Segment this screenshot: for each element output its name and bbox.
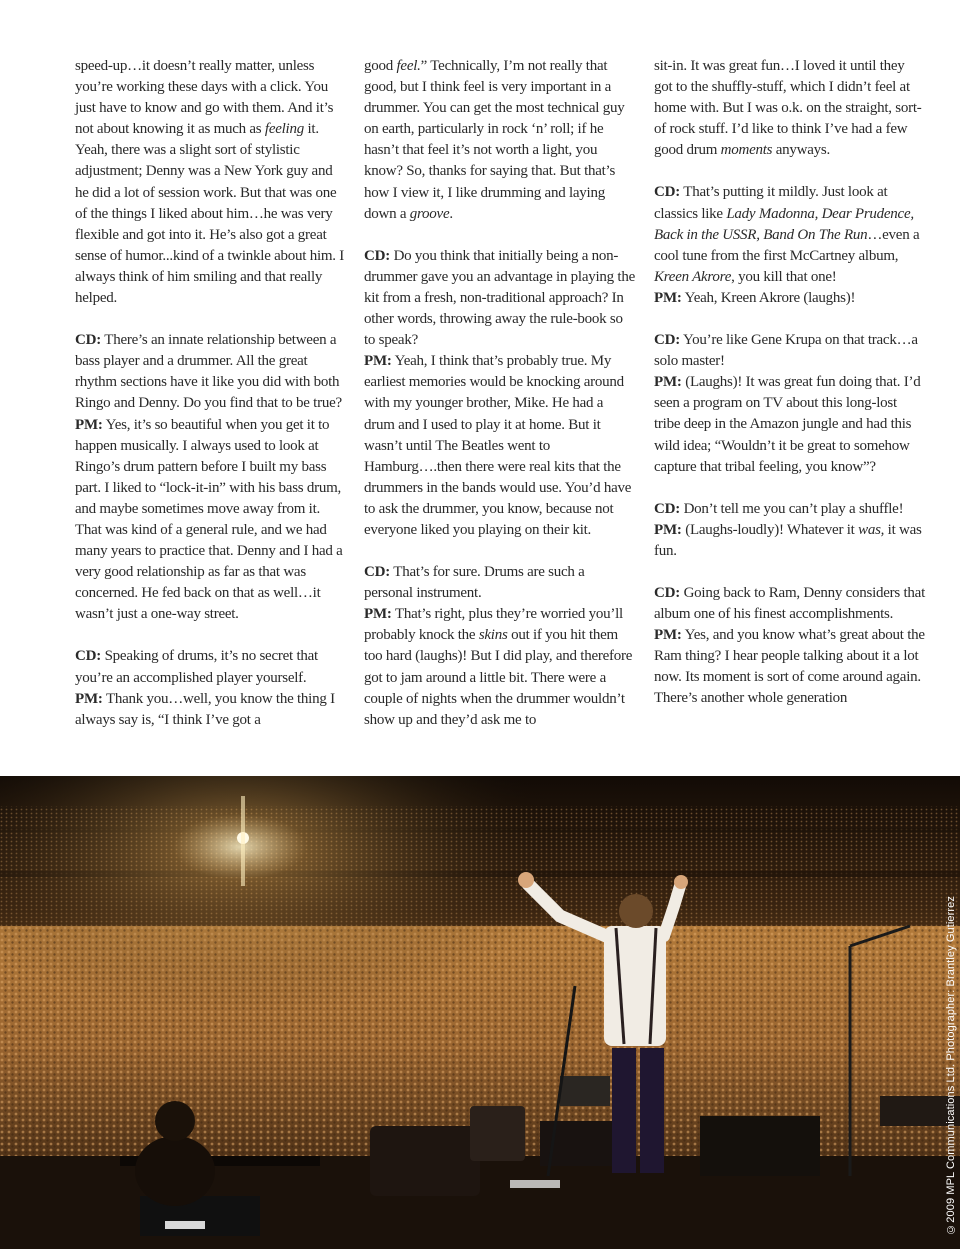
paragraph: CD: Don’t tell me you can’t play a shuffle! — [654, 500, 904, 517]
text-column-1 — [75, 56, 345, 752]
speaker-label: CD: — [75, 332, 102, 349]
speaker-label: PM: — [75, 416, 103, 433]
paragraph: CD: That’s putting it mildly. Just look at classics like Lady Madonna, Dear Prudence, Back in the USSR, Band On The Run…even a cool tune from the first McCartney album, Kreen Akrore, you kill that one! — [654, 184, 920, 285]
paragraph: good feel.” Technically, I’m not really that good, but I think feel is very important in a drummer. You can get the most technical guy on earth, particularly in rock ‘n’ roll; if he hasn’t that feel it’s not worth a light, you know? So, thanks for saying that. But that’s how I view it, I like drumming and laying down a groove. — [364, 58, 625, 222]
speaker-label: PM: — [654, 289, 682, 306]
speaker-label: CD: — [654, 184, 681, 201]
speaker-label: CD: — [654, 332, 681, 349]
paragraph: speed-up…it doesn’t really matter, unless you’re working these days with a click. You just have to know and go with them. And it’s not about knowing it as much as feeling it. Yeah, there was a slight sort of stylistic adjustment; Denny was a New York guy and he did a lot of session work. But that was one of the things I liked about him…he was very flexible and got into it. He’s also got a great sense of humor...kind of a twinkle about him. I always think of him smiling and that really helped. — [75, 58, 345, 307]
paragraph: CD: Going back to Ram, Denny considers that album one of his finest accomplishments. — [654, 584, 926, 623]
speaker-label: PM: — [364, 606, 392, 623]
speaker-label: PM: — [654, 627, 682, 644]
speaker-label: CD: — [654, 584, 681, 601]
text-column-2 — [364, 56, 636, 752]
paragraph: PM: Thank you…well, you know the thing I always say is, “I think I’ve got a — [75, 690, 335, 728]
speaker-label: PM: — [654, 521, 682, 538]
speaker-label: CD: — [364, 247, 391, 264]
paragraph: sit-in. It was great fun…I loved it until they got to the shuffly-stuff, which I didn’t feel at home with. But I was o.k. on the straight, sort-of rock stuff. I’d like to think I’ve had a few good drum moments anyways. — [654, 58, 922, 159]
paragraph: PM: Yeah, Kreen Akrore (laughs)! — [654, 289, 856, 306]
speaker-label: PM: — [654, 374, 682, 391]
speaker-label: PM: — [364, 353, 392, 370]
text-column-3 — [654, 56, 926, 731]
speaker-label: CD: — [364, 564, 391, 581]
stadium-stage-illustration — [0, 776, 960, 1249]
article-text — [0, 56, 960, 771]
paragraph: CD: Speaking of drums, it’s no secret that you’re an accomplished player yourself. — [75, 648, 318, 686]
concert-photo — [0, 776, 960, 1249]
paragraph: CD: You’re like Gene Krupa on that track…a solo master! — [654, 332, 918, 370]
paragraph: CD: Do you think that initially being a non-drummer gave you an advantage in playing the kit from a fresh, non-traditional approach? In other words, throwing away the rule-book so to speak? — [364, 247, 635, 349]
photo-credit: ©2009 MPL Communications Ltd. Photographer: Brantley Gutierrez — [945, 896, 957, 1235]
speaker-label: PM: — [75, 690, 103, 707]
paragraph: PM: That’s right, plus they’re worried you’ll probably knock the skins out if you hit them too hard (laughs)! But I did play, and therefore got to jam around a little bit. There were a couple of nights when the drummer wouldn’t show up and they’d ask me to — [364, 606, 633, 728]
speaker-label: CD: — [654, 500, 681, 517]
paragraph: PM: Yes, and you know what’s great about the Ram thing? I hear people talking about it a lot now. Its moment is sort of come around again. There’s another whole generation — [654, 627, 925, 707]
paragraph: CD: That’s for sure. Drums are such a personal instrument. — [364, 564, 585, 602]
paragraph: PM: (Laughs-loudly)! Whatever it was, it was fun. — [654, 521, 922, 559]
paragraph: PM: (Laughs)! It was great fun doing that. I’d seen a program on TV about this long-lost tribe deep in the Amazon jungle and had this wild idea; “Wouldn’t it be great to somehow capture that tribal feeling, you know”? — [654, 374, 921, 475]
paragraph: PM: Yeah, I think that’s probably true. My earliest memories would be knocking around with my younger brother, Mike. He had a drum and I used to play it at home. But it wasn’t until The Beatles went to Hamburg….then there were real kits that the drummers in the bands would use. You’d have to ask the drummer, you know, because not everyone liked you playing on their kit. — [364, 353, 632, 538]
paragraph: PM: Yes, it’s so beautiful when you get it to happen musically. I always used to look at Ringo’s drum pattern before I built my bass part. I liked to “lock-it-in” with his bass drum, and maybe sometimes move away from it. That was kind of a general rule, and we had many years to practice that. Denny and I had a very good relationship as far as that was concerned. He fed back on that as well…it wasn’t just a one-way street. — [75, 416, 343, 623]
speaker-label: CD: — [75, 648, 102, 665]
paragraph: CD: There’s an innate relationship between a bass player and a drummer. All the great rhythm sections have it like you did with both Ringo and Denny. Do you find that to be true? — [75, 332, 342, 412]
